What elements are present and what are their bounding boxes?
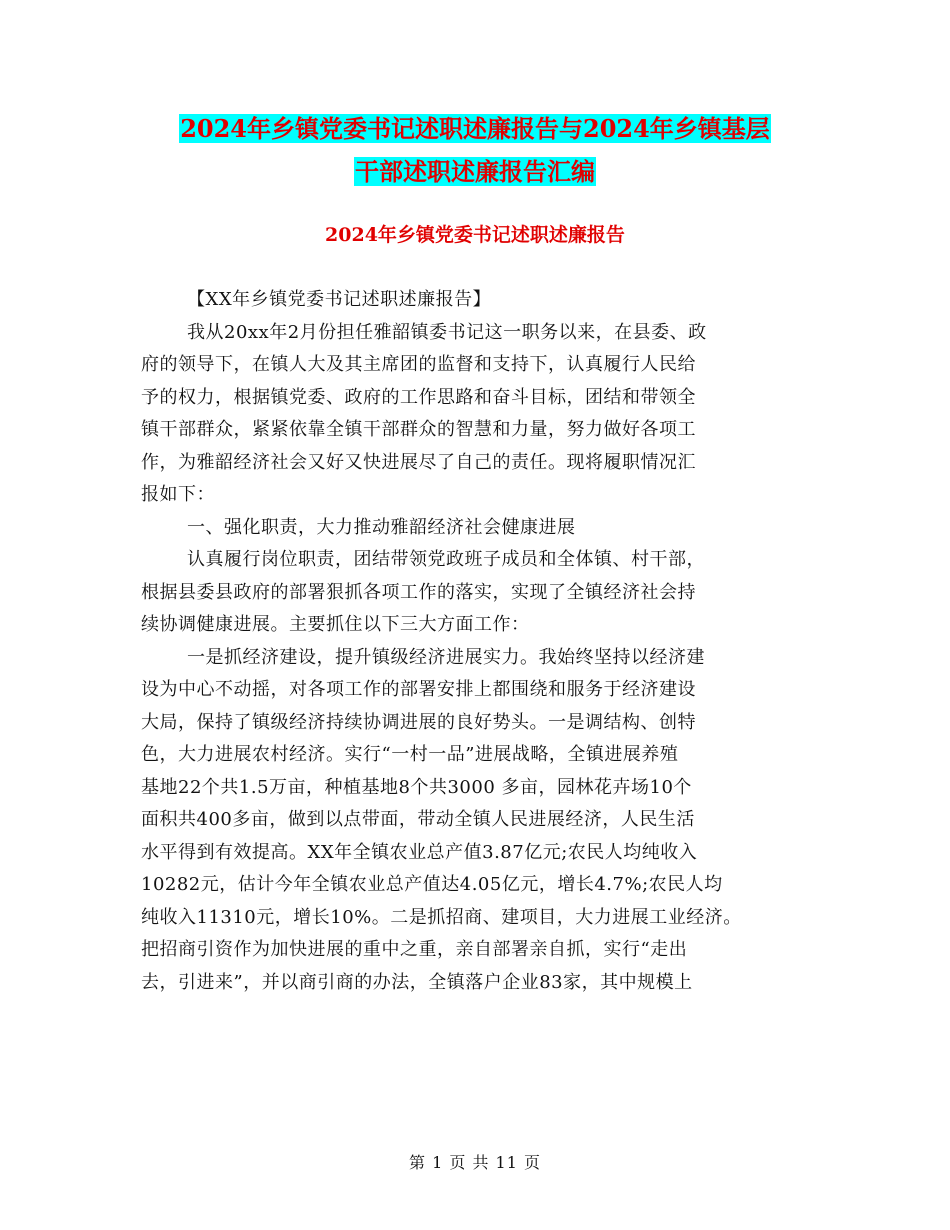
body-line: 把招商引资作为加快进展的重中之重，亲自部署亲自抓，实行“走出 bbox=[141, 939, 688, 960]
body-line: 予的权力，根据镇党委、政府的工作思路和奋斗目标，团结和带领全 bbox=[141, 386, 696, 408]
body-line: 作，为雅韶经济社会又好又快进展尽了自己的责任。现将履职情况汇 bbox=[141, 451, 696, 473]
body-text bbox=[141, 284, 831, 999]
body-line: 大局，保持了镇级经济持续协调进展的良好势头。一是调结构、创特 bbox=[141, 711, 696, 733]
body-line: 【XX年乡镇党委书记述职述廉报告】 bbox=[187, 289, 492, 310]
body-line: 根据县委县政府的部署狠抓各项工作的落实，实现了全镇经济社会持 bbox=[141, 581, 696, 603]
section-title: 2024年乡镇党委书记述职述廉报告 bbox=[325, 224, 625, 246]
document-title-line-2-text: 干部述职述廉报告汇编 bbox=[355, 157, 595, 186]
body-line: 设为中心不动摇，对各项工作的部署安排上都围绕和服务于经济建设 bbox=[141, 679, 696, 700]
page-number-footer: 第 1 页 共 11 页 bbox=[409, 1153, 541, 1172]
body-line: 续协调健康进展。主要抓住以下三大方面工作： bbox=[141, 614, 530, 635]
body-line: 10282元，估计今年全镇农业总产值达4.05亿元，增长4.7%;农民人均 bbox=[141, 874, 723, 895]
body-line: 纯收入11310元，增长10%。二是抓招商、建项目，大力进展工业经济。 bbox=[141, 906, 742, 928]
body-line: 认真履行岗位职责，团结带领党政班子成员和全体镇、村干部， bbox=[187, 549, 705, 570]
body-line: 面积共400多亩，做到以点带面，带动全镇人民进展经济，人民生活 bbox=[141, 809, 695, 830]
document-title-line-2 bbox=[0, 155, 950, 189]
body-line: 府的领导下，在镇人大及其主席团的监督和支持下，认真履行人民给 bbox=[141, 354, 696, 375]
body-line: 水平得到有效提高。XX年全镇农业总产值3.87亿元;农民人均纯收入 bbox=[141, 841, 698, 863]
body-line: 一、强化职责，大力推动雅韶经济社会健康进展 bbox=[187, 516, 576, 538]
body-line: 我从20xx年2月份担任雅韶镇委书记这一职务以来，在县委、政 bbox=[187, 321, 707, 343]
body-line: 去，引进来”，并以商引商的办法，全镇落户企业83家，其中规模上 bbox=[141, 971, 693, 993]
document-title-line-1 bbox=[0, 112, 950, 146]
body-line: 一是抓经济建设，提升镇级经济进展实力。我始终坚持以经济建 bbox=[187, 646, 705, 668]
body-line: 镇干部群众，紧紧依靠全镇干部群众的智慧和力量，努力做好各项工 bbox=[141, 419, 696, 440]
body-line: 色，大力进展农村经济。实行“一村一品”进展战略，全镇进展养殖 bbox=[141, 744, 679, 765]
body-line: 报如下： bbox=[141, 484, 215, 505]
document-title-line-1-text: 2024年乡镇党委书记述职述廉报告与2024年乡镇基层 bbox=[180, 114, 770, 143]
body-line: 基地22个共1.5万亩，种植基地8个共3000 多亩，园林花卉场10个 bbox=[141, 776, 692, 798]
